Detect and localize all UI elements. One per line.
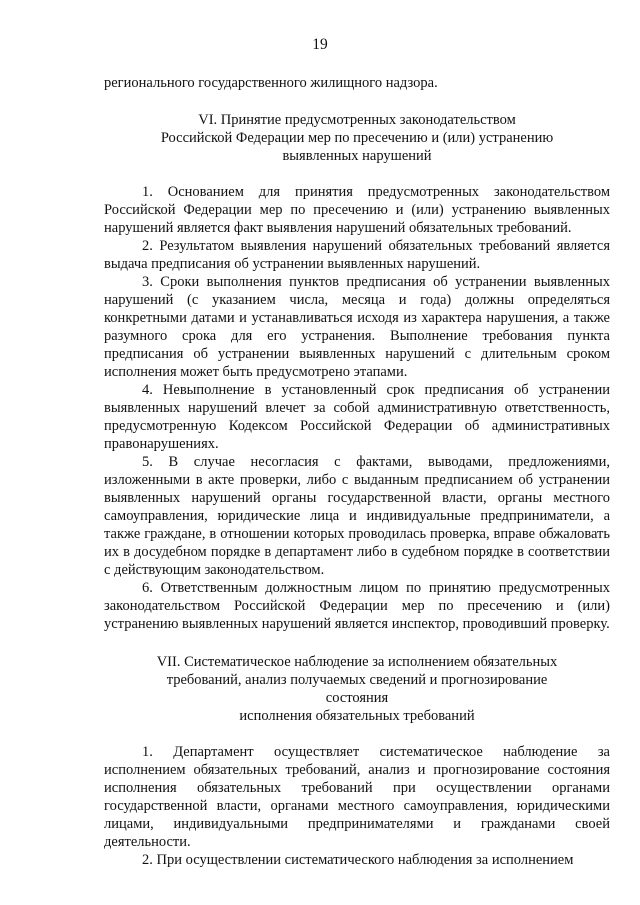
section-6-paragraph-3: 3. Сроки выполнения пунктов предписания об устранении выявленных нарушений (с указанием числа, месяца и года) должны определяться конкретными датами и устанавливаться исходя из характера нарушения, а также разумного срока для его устранения. Выполнение требования пункта предписания об устранении выявленных нарушений с длительным сроком исполнения может быть предусмотрено этапами. bbox=[104, 274, 610, 380]
section-7-paragraph-1: 1. Департамент осуществляет систематическое наблюдение за исполнением обязательных требований, анализ и прогнозирование состояния исполнения обязательных требований при осуществлении органами государственной власти, органами местного самоуправления, юридическими лицами, индивидуальными предпринимателями и гражданами своей деятельности. bbox=[104, 744, 610, 850]
section-6-paragraph-1: 1. Основанием для принятия предусмотренных законодательством Российской Федерации мер по пресечению и (или) устранению выявленных нарушений является факт выявления нарушений обязательных требований. bbox=[104, 184, 610, 236]
section-6-heading bbox=[104, 111, 610, 165]
section-6-paragraph-6: 6. Ответственным должностным лицом по принятию предусмотренных законодательством Российской Федерации мер по пресечению и (или) устранению выявленных нарушений является инспектор, проводивший проверку. bbox=[104, 580, 610, 632]
section-6-paragraph-2: 2. Результатом выявления нарушений обязательных требований является выдача предписания об устранении выявленных нарушений. bbox=[104, 238, 610, 272]
section-6-heading-line: Российской Федерации мер по пресечению и (или) устранению bbox=[160, 130, 554, 146]
section-6-paragraph-4: 4. Невыполнение в установленный срок предписания об устранении выявленных нарушений влечет за собой административную ответственность, предусмотренную Кодексом Российской Федерации об административных правонарушениях. bbox=[104, 382, 610, 452]
section-6-heading-line: VI. Принятие предусмотренных законодательством bbox=[198, 112, 516, 128]
section-7-paragraph-2: 2. При осуществлении систематического наблюдения за исполнением bbox=[142, 852, 574, 868]
page-number: 19 bbox=[312, 36, 328, 53]
intro-line: регионального государственного жилищного надзора. bbox=[104, 75, 438, 91]
section-7-heading-line: требований, анализ получаемых сведений и прогнозирование состояния bbox=[166, 672, 548, 706]
section-6-heading-line: выявленных нарушений bbox=[282, 148, 432, 164]
document-body bbox=[104, 74, 610, 869]
section-7-heading-line: VII. Систематическое наблюдение за исполнением обязательных bbox=[156, 654, 558, 670]
section-7-heading bbox=[104, 653, 610, 725]
section-7-heading-line: исполнения обязательных требований bbox=[239, 708, 475, 724]
section-6-paragraph-5: 5. В случае несогласия с фактами, выводами, предложениями, изложенными в акте проверки, либо с выданным предписанием об устранении выявленных нарушений органы государственной власти, органы местного самоуправления, юридические лица и индивидуальные предприниматели, а также граждане, в отношении которых проводилась проверка, вправе обжаловать их в досудебном порядке в департамент либо в судебном порядке в соответствии с действующим законодательством. bbox=[104, 454, 610, 578]
